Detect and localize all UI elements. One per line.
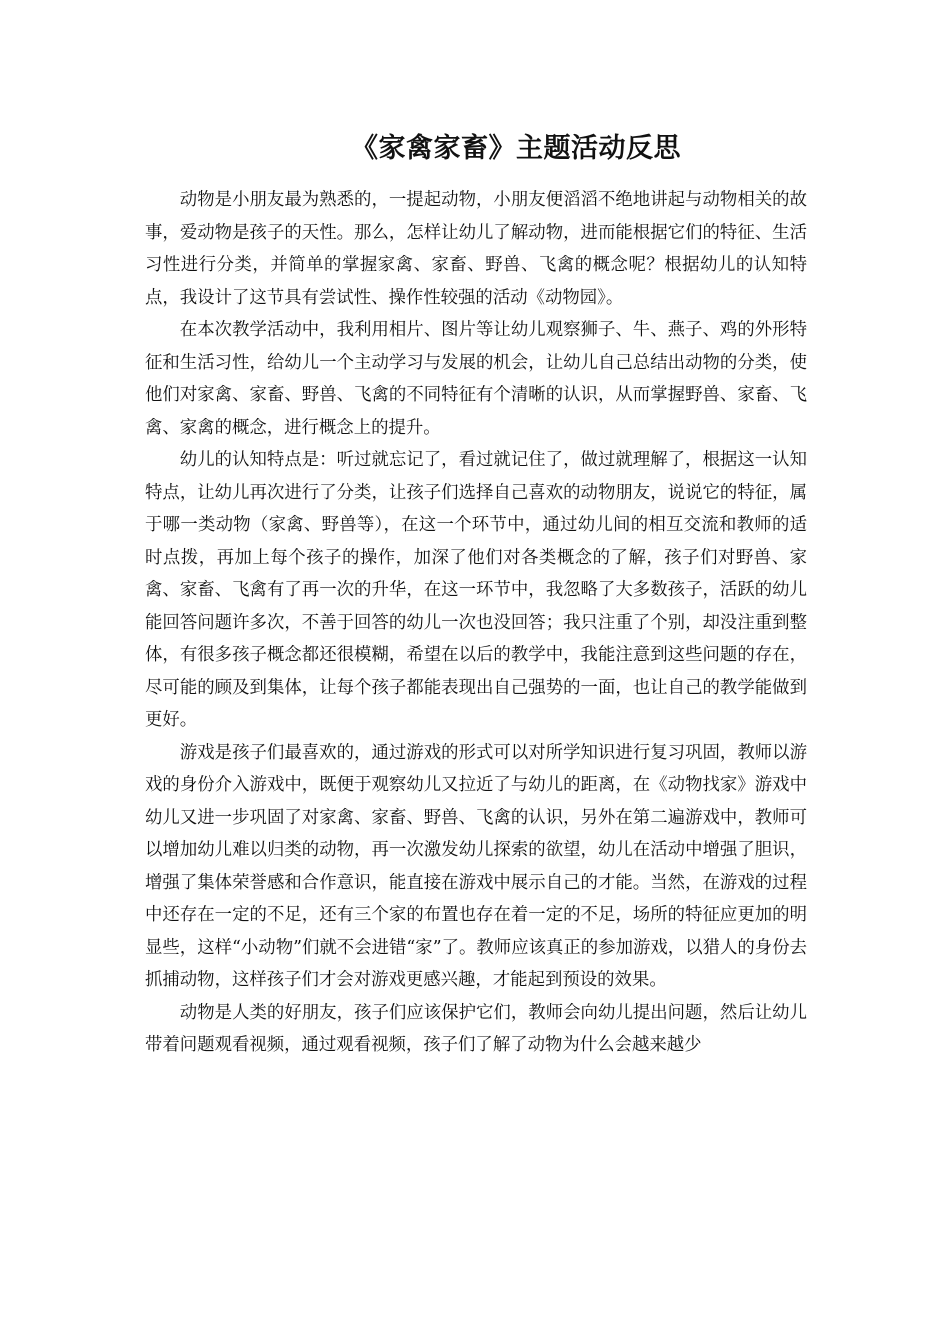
paragraph-1: 动物是小朋友最为熟悉的，一提起动物，小朋友便滔滔不绝地讲起与动物相关的故事，爱动物是孩子的天性。那么，怎样让幼儿了解动物，进而能根据它们的特征、生活习性进行分类，并简单的掌握家禽、家畜、野兽、飞禽的概念呢？根据幼儿的认知特点，我设计了这节具有尝试性、操作性较强的活动《动物园》。 [145, 190, 807, 308]
document-page [145, 128, 807, 1062]
document-title: 《家禽家畜》主题活动反思 [351, 133, 681, 164]
paragraph-4: 游戏是孩子们最喜欢的，通过游戏的形式可以对所学知识进行复习巩固，教师以游戏的身份介入游戏中，既便于观察幼儿又拉近了与幼儿的距离，在《动物找家》游戏中幼儿又进一步巩固了对家禽、家畜、野兽、飞禽的认识，另外在第二遍游戏中，教师可以增加幼儿难以归类的动物，再一次激发幼儿探索的欲望，幼儿在活动中增强了胆识，增强了集体荣誉感和合作意识，能直接在游戏中展示自己的才能。当然，在游戏的过程中还存在一定的不足，还有三个家的布置也存在着一定的不足，场所的特征应更加的明显些，这样“小动物”们就不会进错“家”了。教师应该真正的参加游戏，以猎人的身份去抓捕动物，这样孩子们才会对游戏更感兴趣，才能起到预设的效果。 [145, 742, 807, 990]
paragraph-2: 在本次教学活动中，我利用相片、图片等让幼儿观察狮子、牛、燕子、鸡的外形特征和生活习性，给幼儿一个主动学习与发展的机会，让幼儿自己总结出动物的分类，使他们对家禽、家畜、野兽、飞禽的不同特征有个清晰的认识，从而掌握野兽、家畜、飞禽、家禽的概念，进行概念上的提升。 [145, 320, 807, 438]
paragraph-3: 幼儿的认知特点是：听过就忘记了，看过就记住了，做过就理解了，根据这一认知特点，让幼儿再次进行了分类，让孩子们选择自己喜欢的动物朋友，说说它的特征，属于哪一类动物（家禽、野兽等），在这一个环节中，通过幼儿间的相互交流和教师的适时点拨，再加上每个孩子的操作，加深了他们对各类概念的了解，孩子们对野兽、家禽、家畜、飞禽有了再一次的升华，在这一环节中，我忽略了大多数孩子，活跃的幼儿能回答问题许多次，不善于回答的幼儿一次也没回答；我只注重了个别，却没注重到整体，有很多孩子概念都还很模糊，希望在以后的教学中，我能注意到这些问题的存在，尽可能的顾及到集体，让每个孩子都能表现出自己强势的一面，也让自己的教学能做到更好。 [145, 450, 807, 730]
paragraph-5: 动物是人类的好朋友，孩子们应该保护它们，教师会向幼儿提出问题，然后让幼儿带着问题观看视频，通过观看视频，孩子们了解了动物为什么会越来越少 [145, 1002, 807, 1055]
